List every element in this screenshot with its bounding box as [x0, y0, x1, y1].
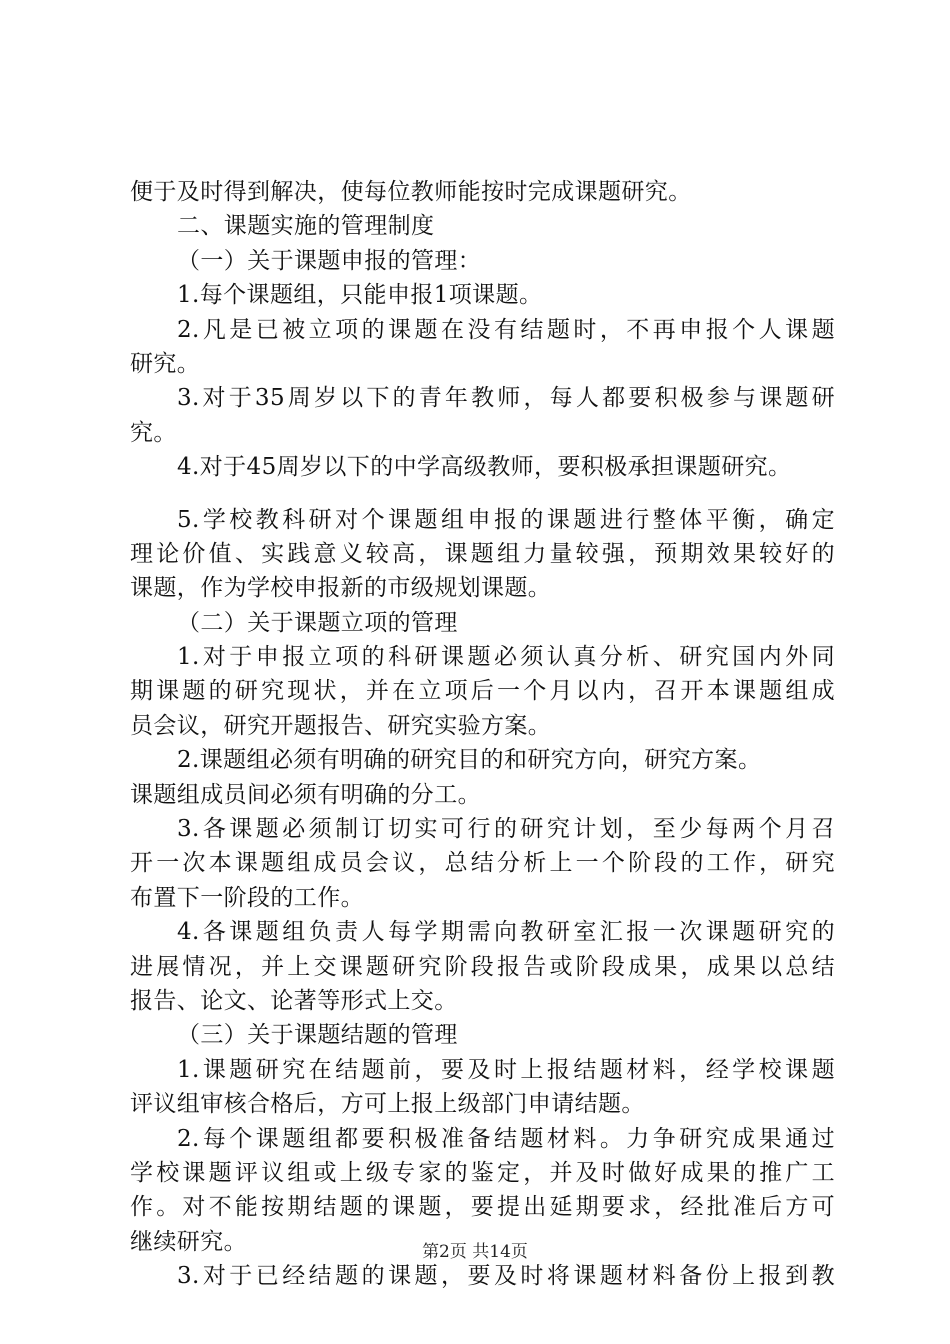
- text-line: 研究。: [130, 350, 201, 377]
- text-line: 期课题的研究现状，并在立项后一个月以内，召开本课题组成: [130, 678, 835, 705]
- text-line: 究。: [130, 419, 177, 446]
- text-line: 3.各课题必须制订切实可行的研究计划，至少每两个月召: [177, 816, 835, 843]
- text-line: 课题，作为学校申报新的市级规划课题。: [130, 575, 552, 602]
- page-number-footer: 第2页 共14页: [422, 1242, 528, 1262]
- text-line: 2.每个课题组都要积极准备结题材料。力争研究成果通过: [177, 1125, 835, 1152]
- document-body: [130, 175, 835, 1294]
- text-line: 布置下一阶段的工作。: [130, 884, 364, 911]
- text-line: 1.对于申报立项的科研课题必须认真分析、研究国内外同: [177, 644, 835, 671]
- text-line: 员会议，研究开题报告、研究实验方案。: [130, 712, 552, 739]
- text-line: 学校课题评议组或上级专家的鉴定，并及时做好成果的推广工: [130, 1159, 835, 1186]
- text-line: 1.每个课题组，只能申报1项课题。: [177, 282, 543, 309]
- text-line: 开一次本课题组成员会议，总结分析上一个阶段的工作，研究: [130, 850, 835, 877]
- subsection-heading: （三）关于课题结题的管理: [177, 1022, 458, 1049]
- text-line: 便于及时得到解决，使每位教师能按时完成课题研究。: [130, 179, 692, 205]
- text-line: 报告、论文、论著等形式上交。: [130, 987, 458, 1014]
- text-line: 5.学校教科研对个课题组申报的课题进行整体平衡，确定: [177, 506, 835, 533]
- text-line: 3.对于35周岁以下的青年教师，每人都要积极参与课题研: [177, 385, 835, 412]
- section-heading: 二、课题实施的管理制度: [177, 213, 435, 240]
- text-line: 作。对不能按期结题的课题，要提出延期要求，经批准后方可: [130, 1194, 835, 1221]
- text-line: 继续研究。: [130, 1228, 247, 1255]
- text-line: 2.课题组必须有明确的研究目的和研究方向，研究方案。: [177, 747, 762, 774]
- text-line: 3.对于已经结题的课题，要及时将课题材料备份上报到教: [177, 1263, 835, 1290]
- text-line: 课题组成员间必须有明确的分工。: [130, 781, 481, 808]
- text-line: 4.各课题组负责人每学期需向教研室汇报一次课题研究的: [177, 919, 835, 946]
- text-line: 1.课题研究在结题前，要及时上报结题材料，经学校课题: [177, 1056, 835, 1083]
- text-line: 4.对于45周岁以下的中学高级教师，要积极承担课题研究。: [177, 454, 792, 481]
- subsection-heading: （一）关于课题申报的管理：: [177, 247, 482, 274]
- paragraph-gap: [130, 485, 835, 503]
- text-line: 进展情况，并上交课题研究阶段报告或阶段成果，成果以总结: [130, 953, 835, 980]
- text-line: 理论价值、实践意义较高，课题组力量较强，预期效果较好的: [130, 540, 835, 567]
- text-line: 评议组审核合格后，方可上报上级部门申请结题。: [130, 1091, 645, 1118]
- subsection-heading: （二）关于课题立项的管理: [177, 609, 458, 636]
- text-line: 2.凡是已被立项的课题在没有结题时，不再申报个人课题: [177, 316, 835, 343]
